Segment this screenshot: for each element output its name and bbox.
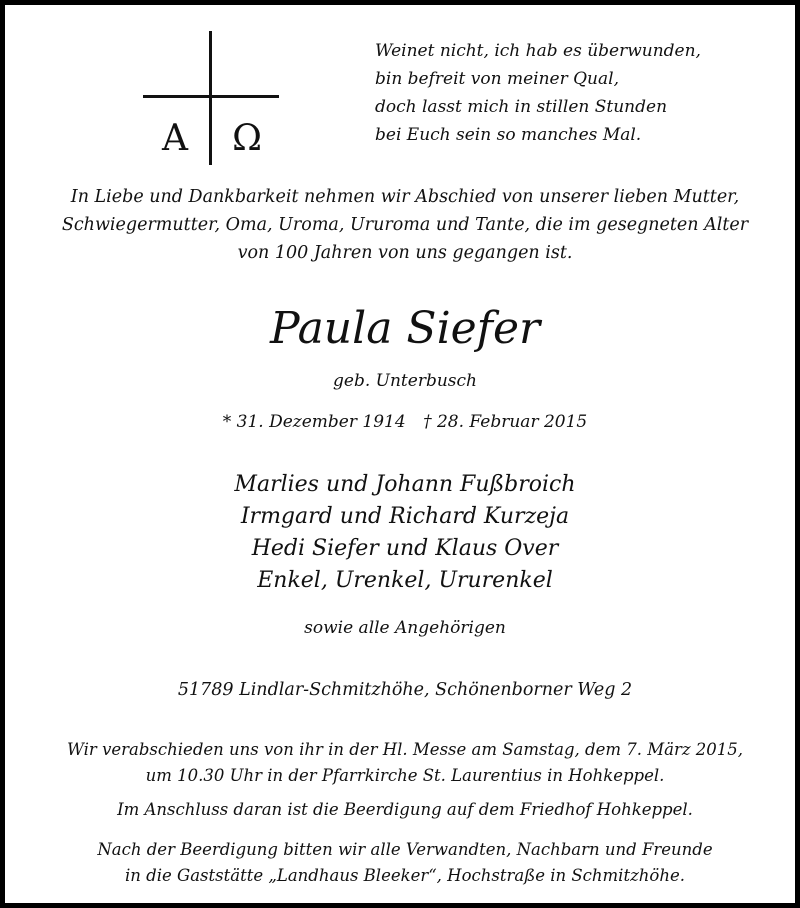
mourner-line: Irmgard und Richard Kurzeja [240, 504, 570, 529]
mourners-list [25, 469, 785, 597]
reception-notice [25, 837, 785, 889]
cross-alpha-omega-emblem [143, 31, 279, 165]
maiden-name: geb. Unterbusch [333, 371, 477, 391]
burial-notice: Im Anschluss daran ist die Beerdigung auf dem Friedhof Hohkeppel. [117, 800, 693, 819]
poem-line: Weinet nicht, ich hab es überwunden, [375, 41, 701, 61]
poem-line: doch lasst mich in stillen Stunden [375, 97, 668, 117]
memorial-poem [375, 37, 775, 149]
poem-line: bin befreit von meiner Qual, [375, 69, 619, 89]
mourner-line: Marlies und Johann Fußbroich [234, 472, 576, 497]
family-address: 51789 Lindlar-Schmitzhöhe, Schönenborner Weg 2 [177, 680, 633, 700]
mass-line: um 10.30 Uhr in der Pfarrkirche St. Laurentius in Hohkeppel. [145, 766, 665, 785]
intro-line: Schwiegermutter, Oma, Uroma, Ururoma und Tante, die im gesegneten Alter [61, 215, 749, 235]
poem-line: bei Euch sein so manches Mal. [375, 125, 642, 145]
mass-line: Wir verabschieden uns von ihr in der Hl. Messe am Samstag, dem 7. März 2015, [66, 740, 744, 759]
deceased-name: Paula Siefer [269, 303, 541, 354]
reception-line: in die Gaststätte „Landhaus Bleeker“, Hochstraße in Schmitzhöhe. [125, 866, 685, 885]
mourner-line: Enkel, Urenkel, Ururenkel [257, 568, 553, 593]
cross-vertical-bar [209, 31, 212, 165]
cross-horizontal-bar [143, 95, 279, 98]
life-dates [25, 409, 785, 435]
birth-date: * 31. Dezember 1914 [222, 412, 406, 432]
reception-line: Nach der Beerdigung bitten wir alle Verwandten, Nachbarn und Freunde [97, 840, 713, 859]
omega-letter: Ω [232, 118, 262, 159]
other-relatives: sowie alle Angehörigen [304, 618, 506, 638]
mourner-line: Hedi Siefer und Klaus Over [251, 536, 559, 561]
funeral-mass-notice [25, 737, 785, 789]
alpha-letter: Α [162, 118, 188, 159]
intro-line: In Liebe und Dankbarkeit nehmen wir Abschied von unserer lieben Mutter, [70, 187, 740, 207]
intro-line: von 100 Jahren von uns gegangen ist. [237, 243, 573, 263]
death-date: † 28. Februar 2015 [423, 412, 588, 432]
intro-text [25, 183, 785, 267]
